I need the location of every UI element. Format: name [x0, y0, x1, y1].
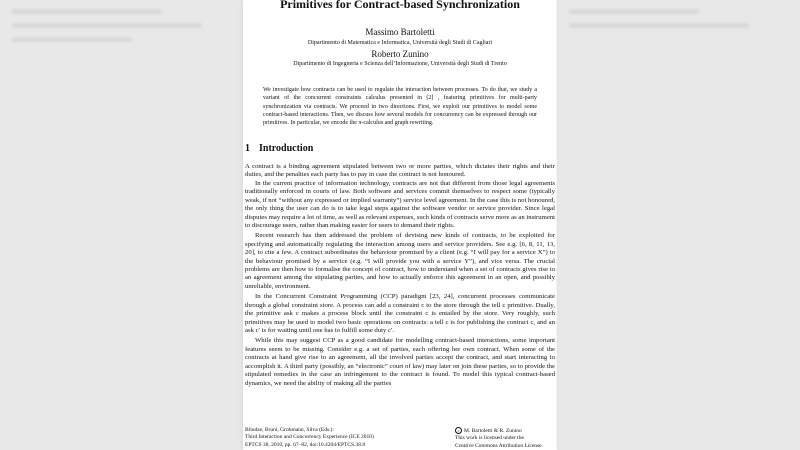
footer-line: Third Interaction and Concurrency Experience (ICE 2010): [245, 434, 374, 441]
copyright-holders: M. Bartoletti & R. Zunino: [464, 428, 522, 434]
ghost-line: [569, 23, 749, 28]
ghost-line: [12, 37, 132, 42]
author-affiliation: Dipartimento di Matematica e Informatica, Università degli Studi di Cagliari: [307, 40, 493, 46]
footer-license: [455, 427, 555, 450]
ghost-line: [12, 23, 202, 28]
ghost-line: [569, 9, 699, 14]
copyright-icon: c: [455, 427, 462, 434]
paper-page: [243, 0, 557, 450]
footer-citation: [245, 427, 425, 449]
paragraph: Recent research has then addressed the problem of devising new kinds of contracts, to be exploited for specifying and automatically regulating the interaction among users and service providers. See e.g. [6, 8, 11, 13, 20], to cite a few. A contract subordinates the behaviour promised by a client (e.g. “I will pay for a service X”) to the behaviour promised by a service (e.g. “I will provide you with a service Y”), and vice versa. The crucial problems are then how to formalise the concept of contract, how to understand when a set of contracts gives rise to an agreement among the stipulating parties, and how to actually enforce this agreement in an open, and possibly unreliable, environment.: [245, 232, 555, 290]
footer-line: EPTCS 38, 2010, pp. 67–82, doi:10.4204/EPTCS.38.8: [245, 441, 366, 448]
paper-title: Primitives for Contract-based Synchronization: [280, 0, 520, 11]
paragraph: In the current practice of information technology, contracts are not that different from those legal agreements traditionally enforced in courts of law. Both software and services commit themselves to respect some (typically weak, if not “without any expressed or implied warranty”) service level agreement. In the case this is not honoured, the only thing the user can do is to take legal steps against the software vendor or service provider. Since legal disputes may require a lot of time, as well as relevant expenses, such kinds of contracts serve more as an instrument to discourage users, rather than making easier for users to demand their rights.: [245, 179, 555, 229]
paragraph: In the Concurrent Constraint Programming (CCP) paradigm [23, 24], concurrent processes communicate through a global constraint store. A process can add a constraint c to the store through the tell c primitive. Dually, the primitive ask c makes a process block until the constraint c is entailed by the store. Very roughly, such primitives may be used to model two basic operations on contracts: a tell c is for publishing the contract c, and an ask c′ is for waiting until one has to fulfill some duty c′.: [245, 293, 555, 335]
license-line: This work is licensed under the: [455, 435, 524, 442]
ghost-line: [12, 9, 162, 14]
section-heading: [245, 143, 313, 155]
copyright-line: [455, 427, 555, 435]
author-name: Roberto Zunino: [371, 49, 429, 59]
section-number: 1: [245, 143, 250, 154]
left-blurred-margin: [0, 0, 243, 450]
paragraph: While this may suggest CCP as a good candidate for modelling contract-based interactions, some important features seem to be missing. Consider e.g. a set of parties, each offering her own contract. When some of the contracts at hand give rise to an agreement, all the involved parties accept the contract, and start interacting to accomplish it. A third party (possibly, an “electronic” court of law) may later on join these parties, so to provide the stipulated remedies in the case an infringement to the contract is found. To model this typical contract-based dynamics, we need the ability of making all the parties: [245, 337, 555, 387]
abstract: We investigate how contracts can be used to regulate the interaction between processes. To do that, we study a variant of the concurrent constraints calculus presented in [2] , featuring primitives for multi-party synchronization via contracts. We proceed in two directions. First, we exploit our primitives to model some contract-based interactions. Then, we discuss how several models for concurrency can be expressed through our primitives. In particular, we encode the π-calculus and graph rewriting.: [263, 87, 537, 127]
license-line: Creative Commons Attribution License.: [455, 442, 543, 449]
right-blurred-margin: [557, 0, 800, 450]
section-title: Introduction: [259, 143, 314, 154]
author-name: Massimo Bartoletti: [365, 27, 435, 37]
author-affiliation: Dipartimento di Ingegneria e Scienza dell’Informazione, Università degli Studi di Trento: [293, 61, 507, 67]
footer-line: Bliudze, Bruni, Grohmann, Silva (Eds.):: [245, 427, 334, 433]
body-text: [245, 163, 555, 388]
paragraph: A contract is a binding agreement stipulated between two or more parties, which dictates their rights and their duties, and the penalties each party has to pay in case the contract is not honoured.: [245, 163, 555, 179]
